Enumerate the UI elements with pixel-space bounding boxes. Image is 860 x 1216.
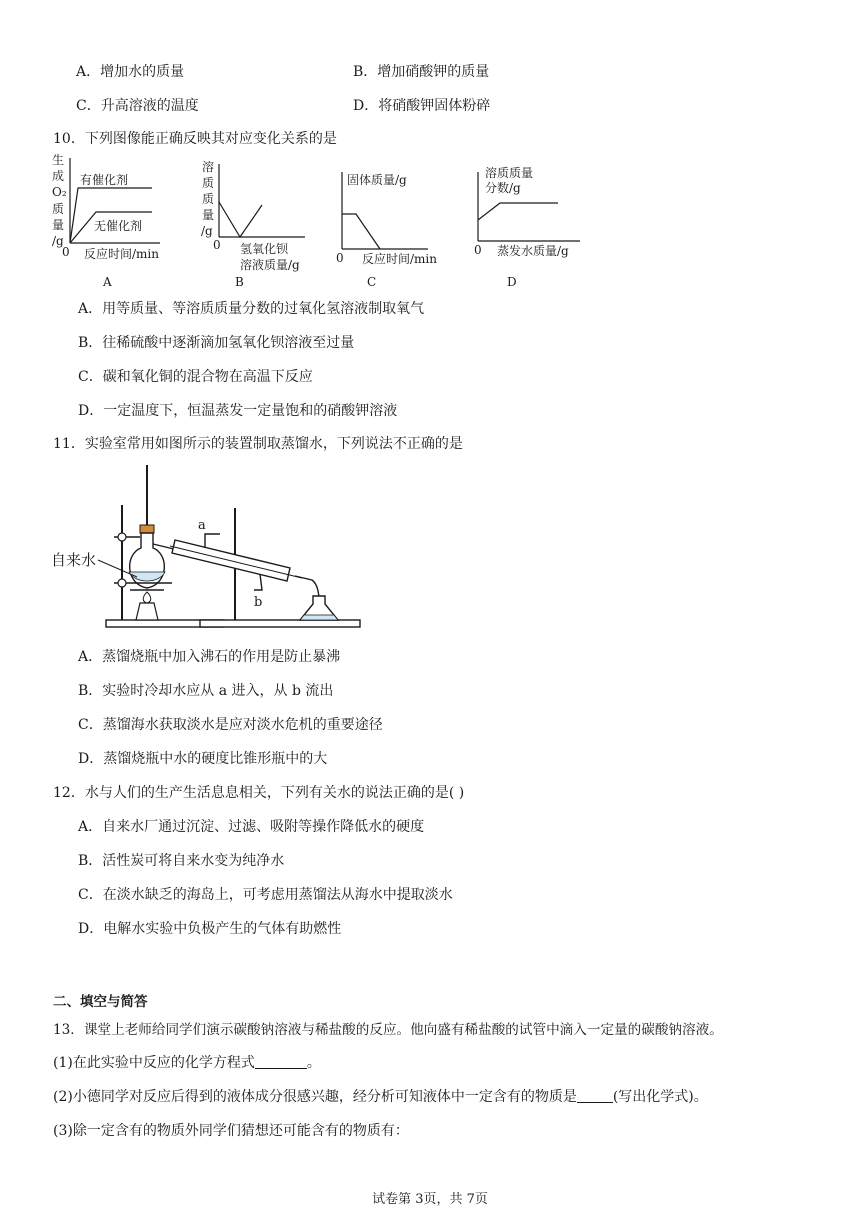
lamp-flame [143, 592, 151, 603]
q10-stem: 10．下列图像能正确反映其对应变化关系的是 [53, 131, 337, 147]
condenser-port-b [254, 574, 262, 590]
q13-part-1 [53, 1052, 321, 1072]
q11-option-c: C．蒸馏海水获取淡水是应对淡水危机的重要途径 [78, 717, 383, 733]
graph-a-xlabel: 反应时间/min [84, 247, 159, 261]
graph-c-curve [342, 214, 380, 249]
q9-option-d: D．将硝酸钾固体粉碎 [353, 98, 491, 114]
q10-option-b: B．往稀硫酸中逐渐滴加氢氧化钡溶液至过量 [78, 335, 355, 351]
graph-b [201, 159, 305, 289]
graph-a-curve-catalyst [70, 188, 152, 243]
graph-c-letter: C [367, 275, 377, 289]
graph-b-ylabel-3: 质 [202, 192, 215, 206]
q11-option-b: B．实验时冷却水应从 a 进入，从 b 流出 [78, 683, 334, 699]
q10-option-c: C．碳和氧化铜的混合物在高温下反应 [78, 369, 313, 385]
section-2-title: 二、填空与简答 [53, 994, 148, 1010]
graph-a-origin: 0 [62, 245, 70, 259]
page-footer: 试卷第 3页，共 7页 [372, 1192, 488, 1207]
graph-d-letter: D [507, 275, 517, 289]
graph-b-xlabel-1: 氢氧化钡 [240, 242, 289, 256]
graph-b-ylabel-2: 质 [202, 176, 215, 190]
graph-b-letter: B [235, 275, 244, 289]
alcohol-lamp [136, 603, 158, 620]
graph-a-letter: A [103, 275, 112, 289]
graph-a-ylabel-1: 生 [52, 153, 65, 167]
distillation-apparatus-figure [40, 460, 370, 640]
q13-part-2-text: (2)小德同学对反应后得到的液体成分很感兴趣，经分析可知液体中一定含有的物质是 [53, 1089, 577, 1105]
erlenmeyer-water [300, 615, 338, 620]
q11-stem: 11．实验室常用如图所示的装置制取蒸馏水，下列说法不正确的是 [53, 436, 463, 452]
graph-b-origin: 0 [213, 238, 221, 252]
q9-option-b: B．增加硝酸钾的质量 [353, 64, 490, 80]
q13-part-2 [53, 1086, 708, 1106]
q10-option-d: D．一定温度下，恒温蒸发一定量饱和的硝酸钾溶液 [78, 403, 398, 419]
graph-a-line1-label: 有催化剂 [80, 173, 129, 187]
ring-clamp-knob [118, 579, 126, 587]
q12-option-d: D．电解水实验中负极产生的气体有助燃性 [78, 921, 342, 937]
port-a-label: a [198, 518, 206, 533]
q12-option-c: C．在淡水缺乏的海岛上，可考虑用蒸馏法从海水中提取淡水 [78, 887, 453, 903]
q13-stem: 13．课堂上老师给同学们演示碳酸钠溶液与稀盐酸的反应。他向盛有稀盐酸的试管中滴入一定量的碳酸钠溶液。 [53, 1022, 723, 1038]
q11-option-d: D．蒸馏烧瓶中水的硬度比锥形瓶中的大 [78, 751, 328, 767]
graph-a-ylabel-6: /g [52, 234, 64, 248]
graph-c [336, 172, 437, 289]
q9-option-a: A．增加水的质量 [76, 64, 185, 80]
q13-part-2-end: (写出化学式)。 [612, 1089, 708, 1105]
q12-option-a: A．自来水厂通过沉淀、过滤、吸附等操作降低水的硬度 [78, 819, 425, 835]
graph-a-ylabel-3: O₂ [52, 185, 67, 199]
right-stand-base [200, 620, 360, 627]
q13-part-1-text: (1)在此实验中反应的化学方程式 [53, 1055, 255, 1071]
upper-clamp-knob [118, 533, 126, 541]
q13-part-1-blank [255, 1054, 307, 1069]
graph-c-origin: 0 [336, 251, 344, 265]
graph-d [474, 165, 580, 289]
condenser-port-a [205, 534, 220, 548]
graph-b-curve [219, 202, 262, 237]
port-b-label: b [254, 595, 263, 610]
q11-option-a: A．蒸馏烧瓶中加入沸石的作用是防止暴沸 [78, 649, 341, 665]
graph-a-ylabel-4: 质 [52, 202, 65, 216]
graph-d-curve [478, 203, 558, 220]
q12-stem: 12．水与人们的生产生活息息相关，下列有关水的说法正确的是( ) [53, 785, 465, 801]
graph-b-ylabel-4: 量 [202, 208, 215, 222]
q13-part-1-end: 。 [306, 1055, 321, 1071]
q13-part-3: (3)除一定含有的物质外同学们猜想还可能含有的物质有： [53, 1123, 409, 1139]
graph-b-ylabel-5: /g [201, 224, 213, 238]
graph-a-ylabel-5: 量 [52, 218, 65, 232]
q9-option-c: C．升高溶液的温度 [76, 98, 199, 114]
graph-c-ylabel: 固体质量/g [347, 173, 407, 187]
q12-option-b: B．活性炭可将自来水变为纯净水 [78, 853, 285, 869]
graph-d-origin: 0 [474, 243, 482, 257]
flask-stopper [140, 525, 154, 533]
tap-water-label: 自来水 [51, 551, 97, 569]
graph-b-ylabel-1: 溶 [202, 160, 215, 174]
q13-part-2-blank [577, 1088, 613, 1103]
graph-b-xlabel-2: 溶液质量/g [240, 258, 300, 272]
graph-d-xlabel: 蒸发水质量/g [497, 244, 569, 258]
graph-d-ylabel-1: 溶质质量 [485, 166, 534, 180]
graph-a-line2-label: 无催化剂 [94, 219, 143, 233]
graph-d-ylabel-2: 分数/g [485, 181, 521, 195]
graph-a [52, 152, 160, 289]
graph-a-ylabel-2: 成 [52, 169, 65, 183]
graph-c-xlabel: 反应时间/min [362, 252, 437, 266]
q10-graphs-figure [0, 150, 860, 295]
q10-option-a: A．用等质量、等溶质质量分数的过氧化氢溶液制取氧气 [78, 301, 425, 317]
